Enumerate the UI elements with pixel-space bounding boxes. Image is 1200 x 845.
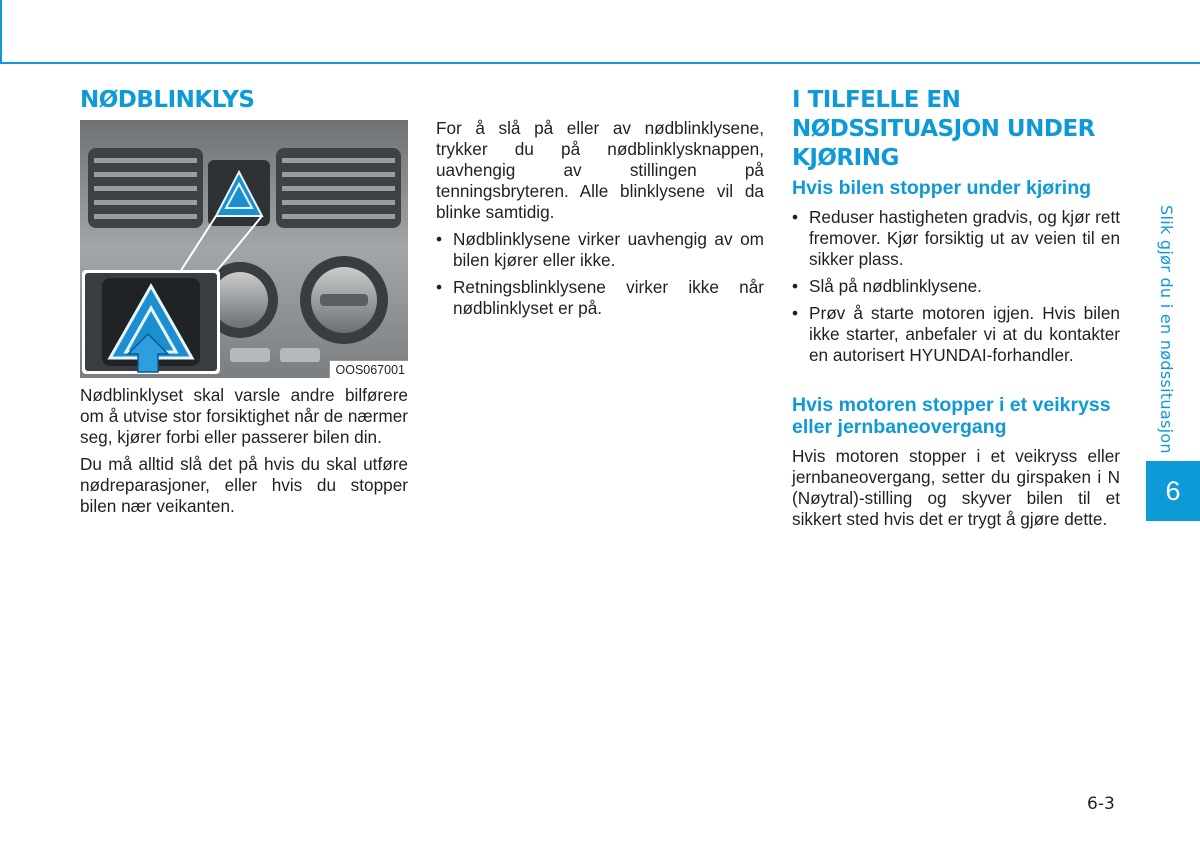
paragraph: Du må alltid slå det på hvis du skal utføre nødreparasjoner, eller hvis du stopper bilen nær veikanten.	[80, 454, 408, 516]
header-rule	[0, 62, 1200, 64]
heading-line: NØDSSITUASJON UNDER	[792, 116, 1095, 142]
subsection-title: Hvis motoren stopper i et veikryss eller jernbaneovergang	[792, 394, 1111, 438]
chapter-side-title: Slik gjør du i en nødssituasjon	[1157, 205, 1176, 454]
paragraph: Hvis motoren stopper i et veikryss eller jernbaneovergang, setter du girspaken i N (Nøytral)-stilling og skyver bilen til et sikkert sted hvis det er trygt å gjøre dette.	[792, 446, 1120, 529]
middle-column	[436, 118, 764, 325]
list-item: • Prøv å starte motoren igjen. Hvis bilen ikke starter, anbefaler vi at du kontakter en autorisert HYUNDAI-forhandler.	[792, 303, 1120, 366]
paragraph: Nødblinklyset skal varsle andre bilførere om å utvise stor forsiktighet når de nærmer seg, kjører forbi eller passerer bilen din.	[80, 385, 408, 447]
list-item: • Reduser hastigheten gradvis, og kjør rett fremover. Kjør forsiktig ut av veien til en sikker plass.	[792, 207, 1120, 270]
left-body	[80, 385, 408, 523]
list-item: • Nødblinklysene virker uavhengig av om bilen kjører eller ikke.	[436, 229, 764, 271]
chapter-number-tab: 6	[1146, 461, 1200, 521]
bullet-list	[436, 229, 764, 319]
right-column	[792, 86, 1120, 536]
hazard-button-figure	[80, 120, 408, 378]
heading-line: I TILFELLE EN	[792, 87, 961, 113]
section-heading-emergency	[792, 86, 1120, 173]
paragraph: For å slå på eller av nødblinklysene, trykker du på nødblinklysknappen, uavhengig av stillingen på tenningsbryteren. Alle blinklysene vil da blinke samtidig.	[436, 118, 764, 222]
list-item: • Retningsblinklysene virker ikke når nødblinklyset er på.	[436, 277, 764, 319]
heading-line: KJØRING	[792, 145, 899, 171]
header-left-rule	[0, 0, 2, 62]
page-number: 6-3	[1087, 794, 1115, 814]
subsection-title: Hvis bilen stopper under kjøring	[792, 177, 1092, 199]
list-item: • Slå på nødblinklysene.	[792, 276, 1120, 297]
bullet-list	[792, 207, 1120, 366]
dashboard-illustration	[80, 120, 408, 378]
figure-code: OOS067001	[329, 360, 409, 378]
section-heading-hazard-lights: NØDBLINKLYS	[80, 87, 255, 113]
left-column	[80, 86, 408, 115]
